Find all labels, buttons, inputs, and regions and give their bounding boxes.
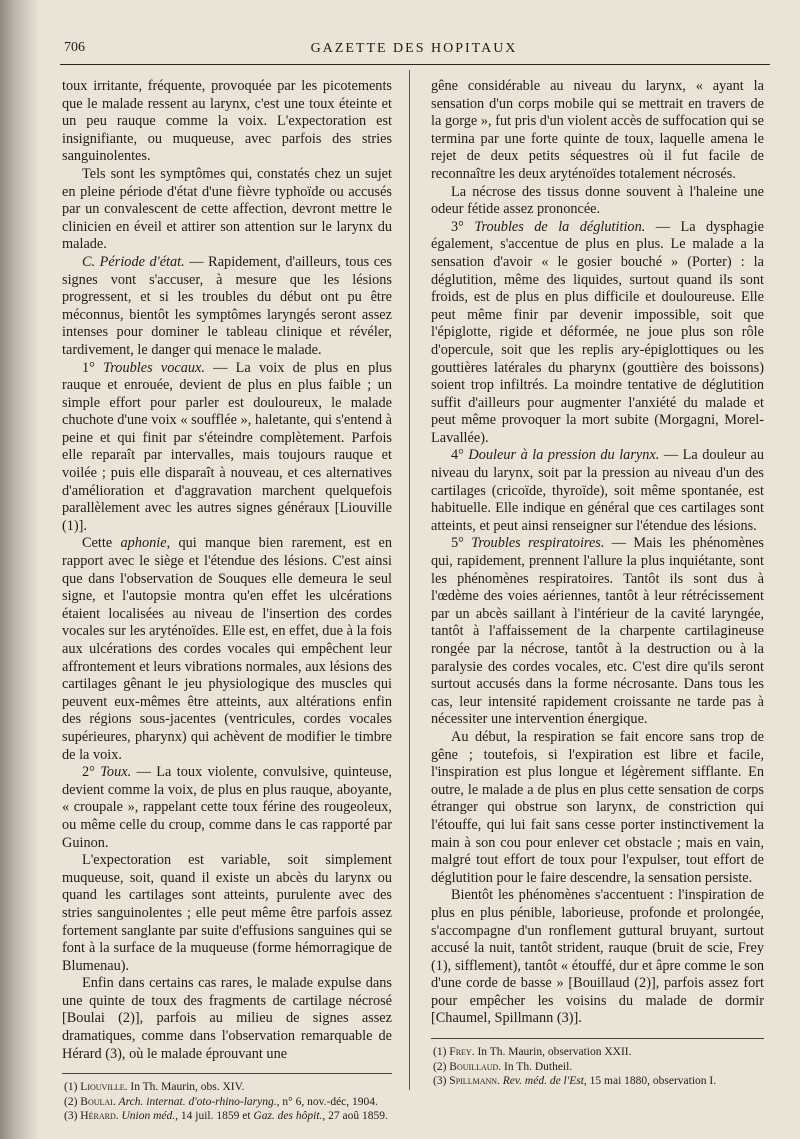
book-spine-shadow: [0, 0, 40, 1139]
footnote-number: (1): [433, 1046, 450, 1059]
paragraph: Tels sont les symptômes qui, constatés chez un sujet en pleine période d'état d'une fièvre typhoïde ou accusés par un convalescent de cette affection, devront mettre le clinicien en éveil et attirer son attention sur le larynx du malade.: [62, 165, 392, 253]
footnote-rule: [431, 1038, 764, 1039]
footnotes: [62, 1080, 392, 1124]
text-run: , qui manque bien rarement, est en rapport avec le siège et l'étendue des lésions. C'est ainsi que dans l'observation de Souques elle demeura le seul signe, et l'autopsie montra qu'en effet les ulcérations étaient localisées au niveau de l'insertion des cordes vocales sur les aryténoïdes. Elle est, en effet, due à la fois aux ulcérations des cordes vocales qui empêchent leur affrontement et leurs vibrations normales, aux lésions des cartilages gênant le jeu physiologique des muscles qui peuvent eux-mêmes être atteints, aux altérations enfin des régions sous-jacentes (ventricules, cordes vocales supérieures, pharynx) qui achèvent de modifier le timbre de la voix.: [62, 535, 392, 763]
footnote-text: , 27 aoû 1859.: [322, 1110, 388, 1123]
section-text: — La voix de plus en plus rauque et enrouée, devient de plus en plus faible ; un simple effort pour parler est douloureux, le malade chuchote d'une voix « soufflée », haletante, qui s'entend à peine et qui finit par s'éteindre complètement. Parfois elle reparaît par intervalles, mais toujours rauque et voilée ; puis elle disparaît à nouveau, et ces alternatives d'amélioration et d'aggravation marchent quelquefois parallèlement avec les autres signes généraux [Liouville (1)].: [62, 359, 392, 534]
footnote-number: (2): [433, 1060, 450, 1073]
footnote: [62, 1080, 392, 1095]
left-column: [62, 78, 392, 1124]
section-heading: Douleur à la pression du larynx.: [468, 447, 660, 464]
paragraph: La nécrose des tissus donne souvent à l'haleine une odeur fétide assez prononcée.: [431, 183, 764, 218]
footnote-number: (3): [433, 1075, 450, 1088]
section-text: — La dysphagie également, s'accentue de plus en plus. Le malade a la sensation d'avoir « le gosier bouché » (Porter) : la déglutition, même des liquides, surtout quand ils sont froids, est de plus en plus difficile et douloureuse. Elle peut même finir par devenir impossible, soit que l'épiglotte, rigide et déformée, ne joue plus son rôle d'opercule, soit que les replis ary-épiglottiques ou les gouttières latérales du pharynx (gouttière des boissons) soient trop infiltrés. La moindre tentative de déglutition suffit d'ailleurs pour augmenter l'anxiété du malade et peut même provoquer la mort subite (Morgagni, Morel-Lavallée).: [431, 218, 764, 446]
footnote-author: Boulai: [80, 1095, 113, 1108]
section-heading: Troubles de la déglutition.: [474, 218, 646, 235]
page-number: 706: [64, 40, 85, 55]
footnote-author: Frey: [449, 1046, 472, 1059]
footnote-source: Arch. internat. d'oto-rhino-laryng.: [118, 1095, 277, 1108]
footnote-text: . In Th. Maurin, obs. XIV.: [124, 1081, 245, 1094]
section-paragraph: [431, 219, 764, 448]
footnotes: [431, 1045, 764, 1089]
footnote: [431, 1074, 764, 1089]
footnote-number: (3): [64, 1110, 81, 1123]
column-divider: [409, 70, 410, 1090]
section-paragraph: [62, 254, 392, 360]
text-run: Cette: [82, 535, 121, 552]
paragraph: Enfin dans certains cas rares, le malade expulse dans une quinte de toux des fragments de cartilage nécrosé [Boulai (2)], parfois au milieu de signes assez dramatiques, comme dans l'observation remarquable de Hérard (3), où le malade éprouvant une: [62, 975, 392, 1062]
footnote-author: Bouillaud: [449, 1060, 499, 1073]
footnote-rule: [62, 1073, 392, 1074]
footnote-source: Rev. méd. de l'Est: [502, 1075, 584, 1088]
footnote-text: .: [112, 1095, 119, 1108]
section-number: 1°: [82, 359, 104, 376]
journal-title: GAZETTE DES HOPITAUX: [310, 41, 518, 56]
paragraph: Au début, la respiration se fait encore sans trop de gêne ; toutefois, si l'expiration est libre et facile, l'inspiration est plus longue et légèrement sifflante. En outre, le malade a de plus en plus cette sensation de corps étranger qui obstrue son larynx, de constriction qui l'étouffe, qui lui fait sans cesse porter instinctivement la main à son cou pour enlever cet obstacle ; mais en vain, malgré tout effort de toux pour l'expulser, tout effort de déglutition pour le faire descendre, la sensation persiste.: [431, 728, 764, 886]
footnote: [431, 1045, 764, 1060]
footnote-text: .: [115, 1110, 122, 1123]
footnote: [431, 1060, 764, 1075]
footnote-source: Gaz. des hôpit.: [253, 1110, 323, 1123]
right-column: [431, 78, 764, 1089]
section-heading: C. Période d'état.: [82, 253, 185, 270]
paragraph: toux irritante, fréquente, provoquée par les picotements que le malade ressent au larynx, c'est une toux éteinte et un peu rauque comme la voix. L'expectoration est insignifiante, ou muqueuse, avec parfois des stries sanguinolentes.: [62, 78, 392, 165]
footnote: [62, 1109, 392, 1124]
footnote-text: . In Th. Maurin, observation XXII.: [471, 1046, 632, 1059]
footnote-text: , 14 juil. 1859 et: [175, 1110, 254, 1123]
footnote-source: Union méd.: [121, 1110, 176, 1123]
footnote-number: (2): [64, 1095, 81, 1108]
footnote-text: .: [497, 1075, 503, 1088]
footnote-text: . In Th. Dutheil.: [498, 1060, 573, 1073]
section-text: — La toux violente, convulsive, quinteuse, devient comme la voix, de plus en plus rauque, aboyante, « croupale », rappelant cette toux férine des rougeoleux, ou même celle du croup, comme dans le cas rapporté par Guinon.: [62, 764, 392, 851]
paragraph: L'expectoration est variable, soit simplement muqueuse, soit, quand il existe un abcès du larynx ou quand les cartilages sont atteints, purulente avec des stries sanguinolentes ; elle peut même être parfois assez fortement sanglante par suite d'effusions sanguines qui se font à la surface de la muqueuse (forme hémorragique de Blumenau).: [62, 852, 392, 974]
section-paragraph: [431, 535, 764, 729]
section-heading: Troubles respiratoires.: [471, 535, 605, 552]
footnote-text: , n° 6, nov.-déc, 1904.: [276, 1095, 378, 1108]
footnote-author: Liouville: [80, 1081, 125, 1094]
section-heading: Toux.: [100, 764, 132, 781]
header-rule: [60, 64, 770, 65]
footnote-author: Spillmann: [449, 1075, 498, 1088]
footnote-text: , 15 mai 1880, observation I.: [583, 1075, 717, 1088]
footnote: [62, 1095, 392, 1110]
section-paragraph: [62, 360, 392, 536]
section-text: — Mais les phénomènes qui, rapidement, prennent l'allure la plus inquiétante, sont les phénomènes respiratoires. Tantôt ils sont dus à l'œdème des voies aériennes, tantôt à leur rétrécissement par un abcès saillant à l'intérieur de la cavité laryngée, tantôt à l'affaissement de la charpente cartilagineuse rongée par la nécrose, tantôt à la destruction ou à la paralysie des cordes vocales, etc. C'est dire qu'ils seront surtout accusés dans la forme nécrosante. Dans tous les cas, leur intensité rapidement croissante ne tarde pas à nécessiter une intervention énergique.: [431, 535, 764, 728]
section-number: 5°: [451, 535, 472, 552]
footnote-author: Hérard: [80, 1110, 116, 1123]
section-number: 4°: [451, 447, 469, 464]
section-heading: Troubles vocaux.: [103, 359, 205, 376]
page: [58, 36, 770, 1123]
italic-term: aphonie: [120, 535, 167, 552]
paragraph: [62, 535, 392, 764]
paragraph: gêne considérable au niveau du larynx, « ayant la sensation d'un corps mobile qui se mettrait en travers de la gorge », fut pris d'un violent accès de suffocation qui se termina par une forte quinte de toux, laquelle amena le rejet de deux petits séquestres où il fut facile de reconnaître les deux aryténoïdes totalement nécrosés.: [431, 78, 764, 182]
section-text: — Rapidement, d'ailleurs, tous ces signes vont s'accuser, à mesure que les lésions progressent, et si les troubles du début ont pu être méconnus, bientôt les symptômes laryngés seront assez intenses pour dominer le tableau clinique et révéler, tardivement, le danger qui menace le malade.: [62, 253, 392, 358]
section-number: 2°: [82, 764, 101, 781]
section-paragraph: [62, 764, 392, 852]
footnote-number: (1): [64, 1081, 81, 1094]
paragraph: Bientôt les phénomènes s'accentuent : l'inspiration de plus en plus pénible, laborieuse, profonde et prolongée, s'accompagne d'un ronflement guttural bruyant, surtout accusé la nuit, tantôt strident, rauque (bruit de scie, Frey (1), sifflement), tantôt « étouffé, dur et âpre comme le son d'une corde de basse » [Bouillaud (2)], parfois assez fort pour empêcher les voisins du malade de dormir [Chaumel, Spillmann (3)].: [431, 887, 764, 1027]
section-number: 3°: [451, 218, 475, 235]
section-paragraph: [431, 447, 764, 535]
section-text: — La douleur au niveau du larynx, soit par la pression au niveau d'un des cartilages (cricoïde, thyroïde), soit même spontanée, est habituelle. Elle indique en général que ces cartilages sont atteints, et peut ainsi renseigner sur l'étendue des lésions.: [431, 447, 764, 534]
